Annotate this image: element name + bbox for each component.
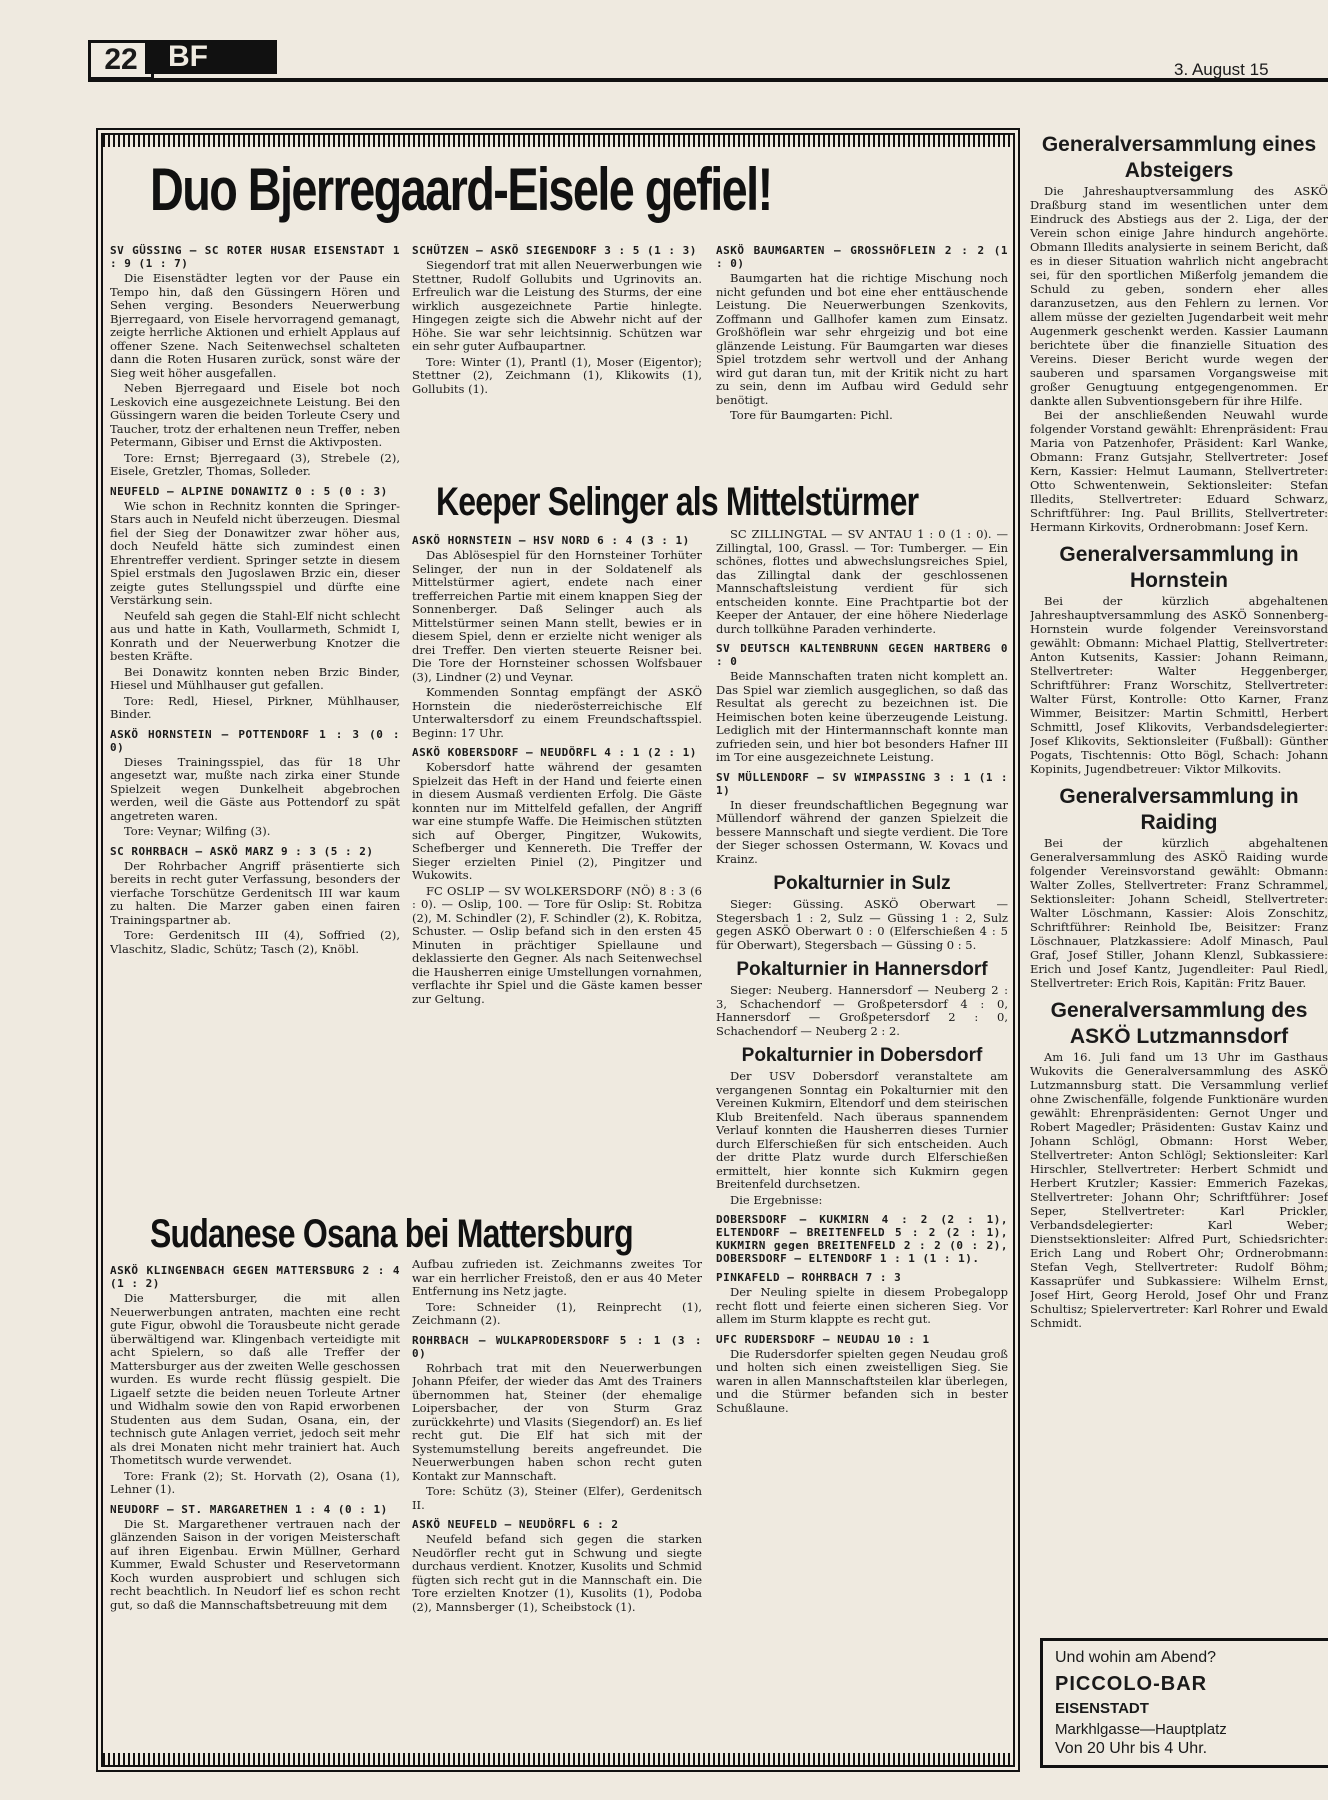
match-heading: ASKÖ KOBERSDORF — NEUDÖRFL 4 : 1 (2 : 1) [412, 746, 697, 759]
paragraph: Bei der kürzlich abgehaltenen Jahreshauptversammlung des ASKÖ Sonnenberg-Hornstein wurde folgender Vereinsvorstand gewählt: Obmann: Michael Plattig, Stellvertreter: Anton Kutsenits, Kassier: Johann Reimann, Stellvertreter: Walter Heggenberger, Schriftführer: Franz Worschitz, Stellvertreter: Walter Fürst, Kontrolle: Otto Karner, Franz Wimmer, Beisitzer: Martin Schmittl, Herbert Schmittl, Josef Klikovits, Verbandsdelegierter: Josef Klikovits, Sektionsleiter (Fußball): Günther Pogats, Tischtennis: Otto Bögl, Schach: Johann Kopinits, Jugendbetreuer: Viktor Milkovits. [1030, 594, 1328, 776]
scorers: Tore: Frank (2); St. Horvath (2), Osana (1), Lehner (1). [110, 1468, 400, 1496]
match-heading: SV GÜSSING — SC ROTER HUSAR EISENSTADT 1 : 9 (1 : 7) [110, 244, 400, 270]
match-heading: SCHÜTZEN — ASKÖ SIEGENDORF 3 : 5 (1 : 3) [412, 244, 697, 257]
sidebar-heading: Generalversammlung in Raiding [1059, 785, 1299, 834]
paragraph: Dieses Trainingsspiel, das für 18 Uhr angesetzt war, mußte nach zirka einer Stunde Spielzeit wegen Dunkelheit abgebrochen werden, weil die Gäste aus Pottendorf zu spät angetreten waren. [110, 754, 400, 823]
article-column-2-lower [412, 528, 702, 1208]
paragraph: SC ZILLINGTAL — SV ANTAU 1 : 0 (1 : 0). — Zillingtal, 100, Grassl. — Tor: Tumberger. — Ein schönes, flottes und abwechslungsreiches Spiel, das Zillingtal dank der geschlossenen Mannschaftsleistung verdient für sich entscheiden konnte. Eine Prachtpartie bot der Keeper der Antauer, der eine höhere Niederlage durch tollkühne Paraden verhinderte. [716, 528, 1008, 636]
paragraph: Neben Bjerregaard und Eisele bot noch Leskovich eine ausgezeichnete Leistung. Bei den Güssingern waren die beiden Torleute Csery und Taucher, trotz der erhaltenen neun Treffer, neben Petermann, Gibiser und Ernst die Aktivposten. [110, 381, 400, 449]
scorers: Tore für Baumgarten: Pichl. [730, 408, 893, 422]
scorers: Tore: Schneider (1), Reinprecht (1), Zeichmann (2). [412, 1299, 702, 1327]
match-heading: UFC RUDERSDORF — NEUDAU 10 : 1 [716, 1332, 930, 1346]
ad-address: Markhlgasse—Hauptplatz [1055, 1721, 1227, 1738]
match-heading: NEUDORF — ST. MARGARETHEN 1 : 4 (0 : 1) [110, 1502, 388, 1516]
masthead [0, 0, 1328, 90]
paragraph: Die Eisenstädter legten vor der Pause ein Tempo hin, daß den Güssingern Hören und Sehen verging. Besonders Neuerwerbung Bjerregaard, von Eisele hervorragend gemanagt, zeigte herrliche Aktionen und erhielt Applaus auf offener Szene. Nach Seitenwechsel schalteten dann die Roten Husaren zurück, sonst wäre der Sieg weit höher ausgefallen. [110, 271, 400, 380]
paragraph: Die Ergebnisse: [730, 1192, 823, 1207]
ad-tagline: Und wohin am Abend? [1055, 1649, 1216, 1666]
match-heading: SV DEUTSCH KALTENBRUNN GEGEN HARTBERG 0 : 0 [716, 642, 1008, 668]
article-lower-column-2 [412, 1258, 702, 1756]
subheading: Pokalturnier in Hannersdorf [736, 959, 988, 980]
match-heading: ASKÖ HORNSTEIN — HSV NORD 6 : 4 (3 : 1) [412, 534, 690, 547]
paragraph: Beide Mannschaften traten nicht komplett an. Das Spiel war ziemlich ausgeglichen, so daß das Resultat als gerecht zu bezeichnen ist. Die Heimischen boten keine überzeugende Leistung. Lediglich mit der Hintermannschaft konnte man zufrieden sein, und hier bot besonders Hafner III im Tor eine ausgezeichnete Leistung. [716, 669, 1008, 764]
match-heading: ASKÖ HORNSTEIN — POTTENDORF 1 : 3 (0 : 0) [110, 727, 400, 754]
page-number: 22 [88, 40, 154, 80]
paragraph: Am 16. Juli fand um 13 Uhr im Gasthaus Wukovits die Generalversammlung des ASKÖ Lutzmannsburg statt. Die Versammlung verlief ohne Zwischenfälle, folgende Funktionäre wurden gewählt: Ehrenpräsidenten: Gernot Unger und Robert Magedler; Präsidenten: Gustav Kainz und Johann Schlögl, Obmann: Horst Weber, Stellvertreter: Anton Schlögl; Sektionsleiter: Karl Hirschler, Stellvertreter: Herbert Schmidt und Herbert Krutzler; Kassier: Emmerich Fazekas, Stellvertreter: Johann Ohr; Schriftführer: Josef Seper, Stellvertreter: Karl Prickler, Verbandsdelegierter: Karl Weber; Dienstsektionsleiter: Alfred Purt, Schiedsrichter: Erich Lang und Robert Ohr; Ordnerobmann: Stefan Vegh, Stellvertreter: Rudolf Böhm; Kassaprüfer und Subkassiere: Wilhelm Ernst, Josef Hirt, Georg Herold, Josef Ohr und Franz Schultisz; Spielervertreter: Karl Rohrer und Ewald Schmidt. [1030, 1050, 1328, 1330]
paragraph: Sieger: Güssing. ASKÖ Oberwart — Stegersbach 1 : 2, Sulz — Güssing 1 : 2, Sulz gegen ASKÖ Oberwart 0 : 0 (Elferschießen 4 : 5 für Oberwart), Stegersbach — Güssing 0 : 5. [716, 897, 1008, 952]
match-heading: ROHRBACH — WULKAPRODERSDORF 5 : 1 (3 : 0) [412, 1333, 702, 1360]
scorers: Tore: Gerdenitsch III (4), Soffried (2), Vlaschitz, Sladic, Schütz; Tasch (2), Knöbl. [110, 928, 400, 956]
sudanese-headline: Sudanese Osana bei Mattersburg [150, 1212, 633, 1256]
article-column-3-top [716, 238, 1008, 473]
paragraph: Die St. Margarethener vertrauen nach der glänzenden Saison in der vorigen Meisterschaft auf ihren Eigenbau. Erwin Müllner, Gerhard Kummer, Ewald Schuster und Reservetormann Koch wurden ausprobiert und schlugen sich recht beachtlich. In Neudorf lief es schon recht gut, so daß die Mannschaftsbetreuung mit dem [110, 1516, 400, 1612]
paragraph: Bei der kürzlich abgehaltenen Generalversammlung des ASKÖ Raiding wurde folgender Vereinsvorstand gewählt: Obmann: Walter Zolles, Stellvertreter: Franz Schrammel, Sektionsleiter: Johann Scheidl, Stellvertreter: Walter Löschmann, Kassier: Alois Zonschitz, Schriftführer: Reinhold Ibe, Beisitzer: Franz Löschnauer, Platzkassiere: Adolf Minasch, Paul Graf, Josef Stiller, Johann Klenzl, Subkassiere: Erich und Josef Kantz, Jugendleiter: Paul Riedl, Stellvertreter: Erich Rois, Kapitän: Fritz Bauer. [1030, 836, 1328, 990]
paragraph: Kobersdorf hatte während der gesamten Spielzeit das Heft in der Hand und feierte einen in diesem Ausmaß verdienten Erfolg. Die Gäste konnten nur im Mittelfeld gefallen, der Angriff war eine stumpfe Waffe. Die Heimischen stützten sich auf Oberger, Pingitzer, Wukowits, Schefberger und Kennereth. Die Treffer der Sieger erzielten Piniel (2), Pingitzer und Wukowits. [412, 760, 702, 882]
paragraph: Rohrbach trat mit den Neuerwerbungen Johann Pfeifer, der wieder das Amt des Trainers übernommen hat, Steiner (der ehemalige Loipersbacher, der von Sturm Graz zurückkehrte) und Vlasits (Siegendorf) an. Es lief recht gut. Die Elf hat sich mit der Systemumstellung bereits angefreundet. Die Neuerwerbungen haben schon recht guten Kontakt zur Mannschaft. [412, 1360, 702, 1483]
main-headline: Duo Bjerregaard-Eisele gefiel! [150, 156, 772, 223]
masthead-rule [88, 78, 1328, 82]
paragraph: Kommenden Sonntag empfängt der ASKÖ Hornstein die niederösterreichische Elf Unterwaltersdorf zu einem Freundschaftsspiel. Beginn: 17 Uhr. [412, 685, 702, 740]
article-column-2-top [412, 238, 702, 473]
paragraph: Der USV Dobersdorf veranstaltete am vergangenen Sonntag ein Pokalturnier mit den Vereinen Kukmirn, Eltendorf und dem steirischen Klub Breitenfeld. Nach überaus spannendem Verlauf konnten die Hausherren dieses Turnier durch Elferschießen für sich entscheiden. Auch der dritte Platz wurde durch Elferschießen ermittelt, hier konnte sich Kukmirn gegen Breitenfeld durchsetzen. [716, 1069, 1008, 1191]
match-heading: PINKAFELD — ROHRBACH 7 : 3 [716, 1271, 902, 1284]
match-heading: ASKÖ NEUFELD — NEUDÖRFL 6 : 2 [412, 1518, 619, 1531]
paragraph: Der Rohrbacher Angriff präsentierte sich bereits in recht guter Verfassung, besonders der vierfache Torschütze Gerdenitsch III war kaum zu halten. Die Marzer gaben einen fairen Trainingspartner ab. [110, 858, 400, 927]
article-lower-column-1 [110, 1258, 400, 1756]
paragraph: Das Ablösespiel für den Hornsteiner Torhüter Selinger, der nun in der Soldatenelf als Mittelstürmer agiert, endete nach einer trefferreichen Partie mit einem knappen Sieg der Sonnenberger. Daß Selinger auch als Mittelstürmer seinen Mann stellt, bewies er in diesem Spiel, denn er erzielte nicht weniger als drei Treffer. Den vierten steuerte Reisner bei. Die Tore der Hornsteiner schossen Wolfsbauer (3), Lindner (2) und Veynar. [412, 548, 702, 684]
paragraph: Bei Donawitz konnten neben Brzic Binder, Hiesel und Mühlhauser gut gefallen. [110, 664, 400, 692]
match-heading: ASKÖ KLINGENBACH GEGEN MATTERSBURG 2 : 4 (1 : 2) [110, 1264, 400, 1290]
issue-date: 3. August 15 [1174, 60, 1269, 79]
ad-hours: Von 20 Uhr bis 4 Uhr. [1055, 1740, 1208, 1757]
paragraph: Neufeld sah gegen die Stahl-Elf nicht schlecht aus und hatte in Kath, Voullarmeth, Schmidt I, Konrath und der Neuerwerbung Knotzer die besten Kräfte. [110, 608, 400, 663]
match-heading: SV MÜLLENDORF — SV WIMPASSING 3 : 1 (1 : 1) [716, 770, 1008, 797]
sidebar-heading: Generalversammlung eines Absteigers [1041, 133, 1317, 182]
results: DOBERSDORF — KUKMIRN 4 : 2 (2 : 1), ELTENDORF — BREITENFELD 5 : 2 (2 : 1), KUKMIRN gegen BREITENFELD 2 : 2 (0 : 2), DOBERSDORF — ELTENDORF 1 : 1 (1 : 1). [716, 1213, 1008, 1265]
sidebar-heading: Generalversammlung des ASKÖ Lutzmannsdorf [1050, 999, 1308, 1048]
scorers: Tore: Ernst; Bjerregaard (3), Strebele (2), Eisele, Gretzler, Thomas, Solleder. [110, 450, 400, 478]
paragraph: In dieser freundschaftlichen Begegnung war Müllendorf während der ganzen Spielzeit die bessere Mannschaft und siegte verdient. Die Tore der Sieger schossen Ostermann, W. Kovacs und Krainz. [716, 797, 1008, 866]
scorers: Tore: Redl, Hiesel, Pirkner, Mühlhauser, Binder. [110, 693, 400, 721]
sidebar-heading: Generalversammlung in Hornstein [1059, 543, 1299, 592]
paragraph: Wie schon in Rechnitz konnten die Springer-Stars auch in Neufeld nicht überzeugen. Diesmal fiel der Sieg der Donawitzer zwar höher aus, doch Neufeld hätte sich zumindest einen Ehrentreffer verdient. Springer setzte in diesem Spiel erstmals den Jugoslawen Brzic ein, dieser zeigte gutes Stellungsspiel und dürfte eine Verstärkung sein. [110, 498, 400, 607]
paragraph: Baumgarten hat die richtige Mischung noch nicht gefunden und bot eine eher enttäuschende Leistung. Die Neuerwerbungen Szenkovits, Zoffmann und Gallhofer kamen zum Einsatz. Großhöflein war sehr ehrgeizig und bot eine glänzende Leistung. Für Baumgarten war dieses Spiel trotzdem sehr wertvoll und der Anhang wird gut daran tun, mit der Kritik nicht zu hart zu sein, denn im Aufbau wird Geduld sehr benötigt. [716, 271, 1008, 407]
sidebar-column [1030, 132, 1328, 1632]
subheading: Pokalturnier in Dobersdorf [741, 1045, 983, 1066]
piccolo-bar-ad [1040, 1638, 1328, 1768]
keeper-headline: Keeper Selinger als Mittelstürmer [436, 480, 919, 524]
paragraph: Siegendorf trat mit allen Neuerwerbungen wie Stettner, Rudolf Gollubits und Ugrinovits an. Erfreulich war die Leistung des Sturms, der eine wirklich ausgezeichnete Partie hinlegte. Hingegen zeigte sich die Abwehr nicht auf der Höhe. Sie war sehr leichtsinnig. Schützen war ein sehr guter Aufbaupartner. [412, 258, 702, 353]
paragraph: Bei der anschließenden Neuwahl wurde folgender Vorstand gewählt: Ehrenpräsident: Frau Maria von Patzenhofer, Präsident: Karl Wanke, Obmann: Franz Gutsjahr, Stellvertreter: Josef Kern, Kassier: Helmut Laumann, Stellvertreter: Otto Schwentenwein, Sektionsleiter: Stefan Illedits, Stellvertreter: Eduard Schwarz, Schriftführer: Ing. Paul Brillits, Stellvertreter: Hermann Kirkovits, Ordnerobmann: Josef Kern. [1030, 408, 1328, 534]
match-heading: ASKÖ BAUMGARTEN — GROSSHÖFLEIN 2 : 2 (1 : 0) [716, 244, 1008, 270]
scorers: Tore: Winter (1), Prantl (1), Moser (Eigentor); Stettner (2), Zeichmann (1), Klikowits (1), Gollubits (1). [412, 354, 702, 396]
subheading: Pokalturnier in Sulz [773, 873, 951, 894]
article-column-1 [110, 238, 400, 1178]
match-heading: SC ROHRBACH — ASKÖ MARZ 9 : 3 (5 : 2) [110, 844, 374, 858]
paragraph: Neufeld befand sich gegen die starken Neudörfler recht gut in Schwung und siegte durchaus verdient. Knotzer, Kusolits und Schmid fügten sich recht gut in die Mannschaft ein. Die Tore erzielten Knotzer (1), Kusolits (1), Podoba (2), Mannsberger (1), Scheibstock (1). [412, 1532, 702, 1614]
ad-name: PICCOLO-BAR [1055, 1673, 1208, 1695]
paragraph: Sieger: Neuberg. Hannersdorf — Neuberg 2 : 3, Schachendorf — Großpetersdorf 4 : 0, Hannersdorf — Großpetersdorf 2 : 0, Schachendorf — Neuberg 2 : 2. [716, 983, 1008, 1038]
paragraph: Aufbau zufrieden ist. Zeichmanns zweites Tor war ein herrlicher Freistoß, den er aus 40 Meter Entfernung ins Netz jagte. [412, 1258, 702, 1298]
ad-city: EISENSTADT [1055, 1700, 1149, 1717]
paragraph: Der Neuling spielte in diesem Probegalopp recht flott und feierte einen sicheren Sieg. Vor allem im Sturm klappte es recht gut. [716, 1285, 1008, 1326]
article-column-3-lower [716, 528, 1008, 1753]
scorers: Tore: Schütz (3), Steiner (Elfer), Gerdenitsch II. [412, 1484, 702, 1512]
section-label: BF [145, 40, 277, 74]
paragraph: Die Jahreshauptversammlung des ASKÖ Draßburg stand im wesentlichen unter dem Eindruck des Abstiegs aus der 2. Liga, der der Verein schon einige Jahre hindurch angehörte. Obmann Illedits analysierte in seinem Bericht, daß es in dieser Situation wahrlich nicht angebracht sei, für den sportlichen Mißerfolg jemandem die Schuld zu geben, sondern eher alles daranzusetzen, aus den Fehlern zu lernen. Vor allem müsse der gezielten Jugendarbeit weit mehr Augenmerk geschenkt werden. Kassier Laumann berichtete über die finanzielle Situation des Vereins. Dieser Bericht wurde wegen der sauberen und sparsamen Vorgangsweise mit großer Genugtuung entgegengenommen. Er dankte allen Subventionsgebern für ihre Hilfe. [1030, 184, 1328, 408]
scorers: Tore: Veynar; Wilfing (3). [124, 824, 271, 838]
match-heading: NEUFELD — ALPINE DONAWITZ 0 : 5 (0 : 3) [110, 484, 388, 498]
paragraph: Die Rudersdorfer spielten gegen Neudau groß und holten sich einen zweistelligen Sieg. Sie waren in allen Mannschaftsteilen klar überlegen, und die Stürmer befanden sich in bester Schußlaune. [716, 1346, 1008, 1415]
paragraph: Die Mattersburger, die mit allen Neuerwerbungen antraten, machten eine recht gute Figur, obwohl die Torausbeute nicht gerade überwältigend war. Klingenbach verteidigte mit acht Spielern, so daß alle Treffer der Mattersburger aus der zweiten Welle geschossen wurden. Es wurde recht flüssig gespielt. Die Ligaelf setzte die beiden neuen Torleute Artner und Widhalm sowie den von Rapid erworbenen Studenten aus dem Sudan, Osana, ein, der technisch gute Anlagen verriet, jedoch seit mehr als drei Monaten nicht mehr trainiert hat. Auch Thometitsch wurde verwendet. [110, 1291, 400, 1467]
paragraph: FC OSLIP — SV WOLKERSDORF (NÖ) 8 : 3 (6 : 0). — Oslip, 100. — Tore für Oslip: St. Robitza (2), M. Schindler (2), F. Schindler (2), K. Robitza, Schuster. — Oslip befand sich in den ersten 45 Minuten in prächtiger Spiellaune und deklassierte den Gegner. Als nach Seitenwechsel die Hausherren einige Umstellungen vornahmen, verflachte ihr Spiel und die Gäste kamen besser zur Geltung. [412, 883, 702, 1006]
